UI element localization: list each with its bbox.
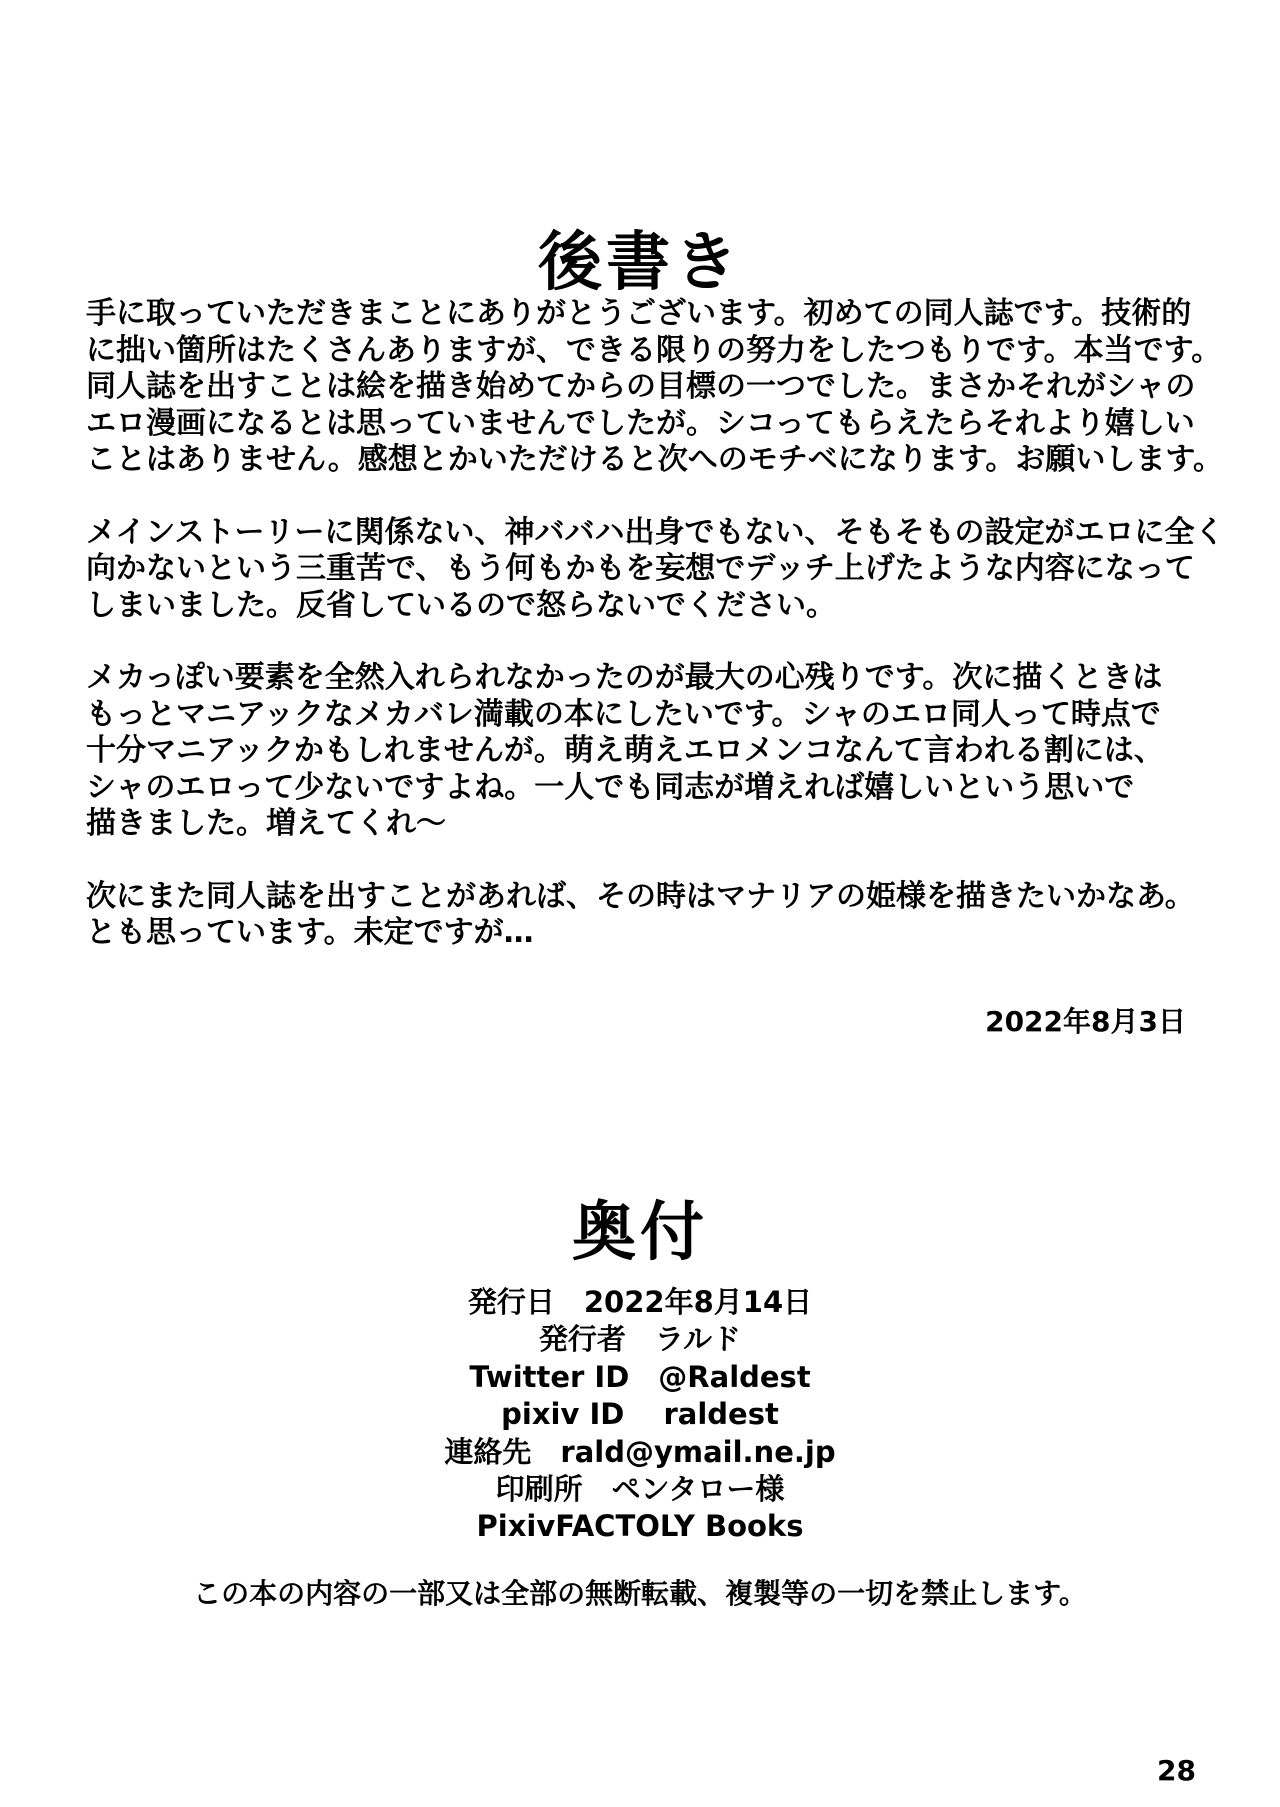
colophon-printer: 印刷所 ペンタロー様 (495, 1472, 785, 1507)
text-line: ことはありません。感想とかいただけると次へのモチベになります。お願いします。 (86, 442, 1223, 477)
text-line: 手に取っていただきまことにありがとうございます。初めての同人誌です。技術的 (86, 296, 1192, 331)
text-line: 向かないという三重苦で、もう何もかもを妄想でデッチ上げたような内容になって (86, 551, 1195, 586)
page-number: 28 (1157, 1754, 1196, 1787)
afterword-paragraph-1 (86, 296, 1226, 479)
colophon-publish-date: 発行日 2022年8月14日 (467, 1285, 813, 1319)
afterword-paragraph-2 (86, 515, 1226, 625)
colophon-contact: 連絡先 rald@ymail.ne.jp (444, 1434, 836, 1469)
text-line: に拙い箇所はたくさんありますが、できる限りの努力をしたつもりです。本当です。 (86, 332, 1222, 368)
colophon-publisher: 発行者 ラルド (538, 1322, 742, 1357)
colophon-twitter-id: Twitter ID @Raldest (469, 1359, 811, 1394)
text-line: 描きました。増えてくれ～ (86, 806, 446, 841)
text-line: メインストーリーに関係ない、神ババハ出身でもない、そもそもの設定がエロに全く (86, 514, 1225, 550)
text-line: しまいました。反省しているので怒らないでください。 (86, 587, 836, 623)
text-line: エロ漫画になるとは思っていませんでしたが。シコってもらえたらそれより嬉しい (86, 405, 1195, 441)
text-line: 次にまた同人誌を出すことがあれば、その時はマナリアの姫様を描きたいかなあ。 (86, 878, 1195, 914)
colophon-title: 奥付 (572, 1196, 708, 1271)
colophon-pixiv-id: pixiv ID raldest (501, 1397, 779, 1432)
afterword-title: 後書き (538, 225, 742, 300)
colophon-list (0, 1284, 1280, 1546)
afterword-body (86, 296, 1226, 988)
text-line: とも思っています。未定ですが… (86, 915, 534, 950)
text-line: 十分マニアックかもしれませんが。萌え萌えエロメンコなんて言われる割には、 (86, 733, 1164, 768)
afterword-date: 2022年8月3日 (985, 1005, 1186, 1038)
text-line: もっとマニアックなメカバレ満載の本にしたいです。シャのエロ同人って時点で (86, 696, 1161, 732)
copyright-notice: この本の内容の一部又は全部の無断転載、複製等の一切を禁止します。 (193, 1577, 1087, 1610)
text-line: メカっぽい要素を全然入れられなかったのが最大の心残りです。次に描くときは (86, 660, 1163, 695)
text-line: 同人誌を出すことは絵を描き始めてからの目標の一つでした。まさかそれがシャの (86, 369, 1196, 404)
afterword-paragraph-3 (86, 660, 1226, 843)
afterword-paragraph-4 (86, 879, 1226, 952)
colophon-printer-name: PixivFACTOLY Books (476, 1509, 804, 1544)
text-line: シャのエロって少ないですよね。一人でも同志が増えれば嬉しいという思いで (86, 769, 1135, 805)
